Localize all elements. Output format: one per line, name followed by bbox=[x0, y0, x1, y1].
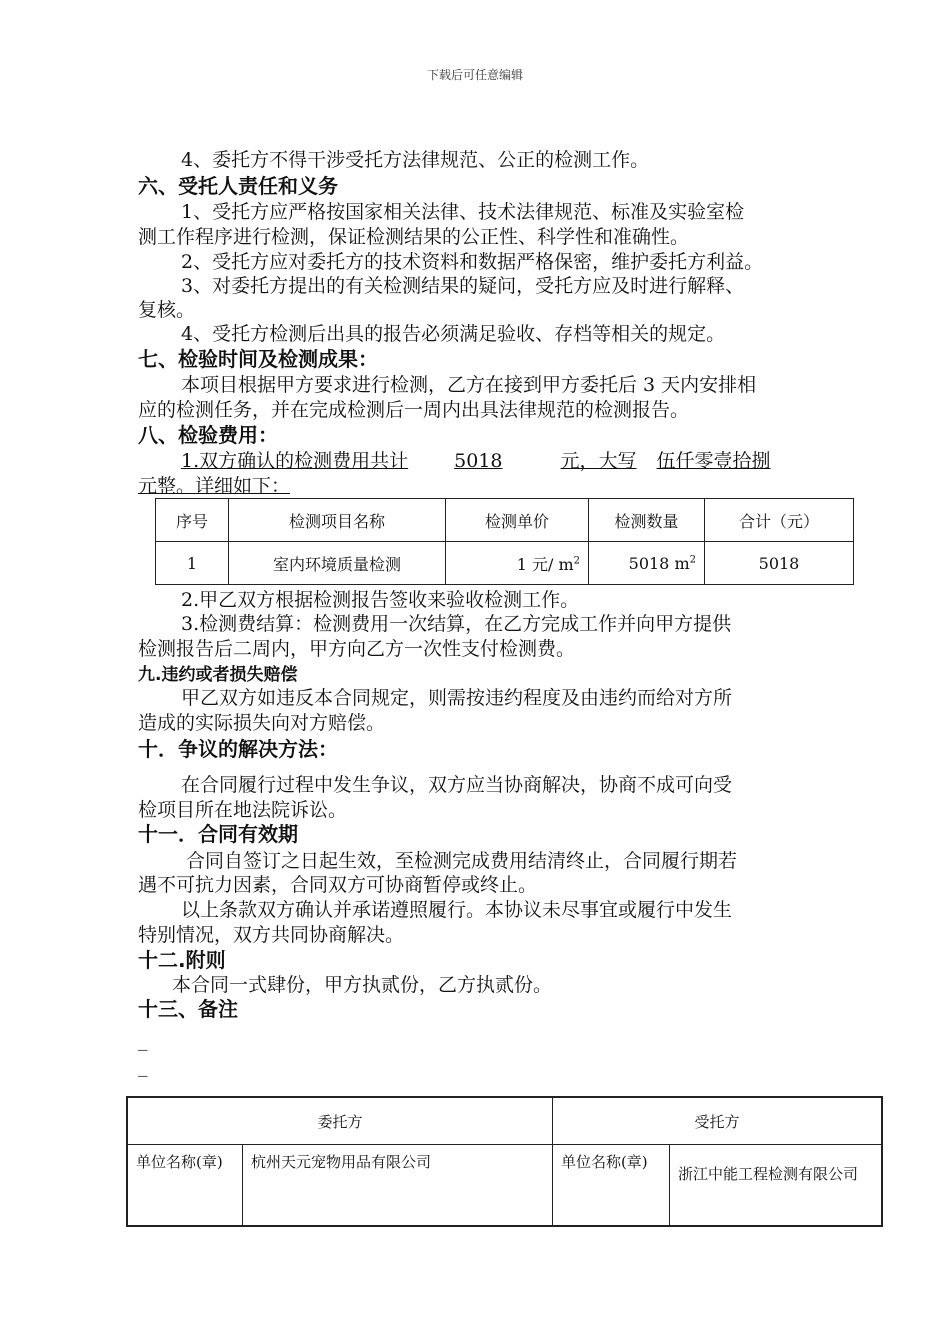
fee-header-item: 检测项目名称 bbox=[229, 499, 446, 542]
fee-price-value: 1 元/ m bbox=[516, 554, 574, 574]
fee-header-no: 序号 bbox=[156, 499, 229, 542]
clause-12: 本合同一式肆份，甲方执贰份，乙方执贰份。 bbox=[172, 974, 553, 996]
remark-dash-2: _ bbox=[138, 1055, 148, 1077]
contractor-unit-name: 浙江中能工程检测有限公司 bbox=[669, 1145, 882, 1227]
table-row bbox=[156, 542, 854, 585]
clause-6-3b: 复核。 bbox=[138, 299, 196, 321]
section-13-heading: 十三、备注 bbox=[138, 997, 238, 1021]
fee-header-price: 检测单价 bbox=[446, 499, 589, 542]
fee-total-prefix: 1.双方确认的检测费用共计 bbox=[181, 450, 409, 472]
fee-total-mid: 元，大写 bbox=[560, 450, 637, 472]
fee-cell-price bbox=[446, 542, 589, 585]
fee-header-qty: 检测数量 bbox=[589, 499, 705, 542]
fee-cell-item: 室内环境质量检测 bbox=[229, 542, 446, 585]
fee-total-amount: 5018 bbox=[454, 450, 503, 472]
fee-price-sup: 2 bbox=[573, 555, 580, 567]
clause-8-1b: 元整。详细如下： bbox=[138, 475, 291, 497]
section-7-heading: 七、检验时间及检测成果： bbox=[138, 347, 378, 371]
fee-header-total: 合计（元） bbox=[705, 499, 854, 542]
clause-6-4: 4、受托方检测后出具的报告必须满足验收、存档等相关的规定。 bbox=[181, 323, 726, 345]
signature-table bbox=[126, 1096, 883, 1227]
fee-cell-no: 1 bbox=[156, 542, 229, 585]
fee-total-words: 伍仟零壹拾捌 bbox=[656, 450, 771, 472]
signature-header-row bbox=[127, 1097, 882, 1145]
clause-7a: 本项目根据甲方要求进行检测，乙方在接到甲方委托后 3 天内安排相 bbox=[181, 374, 757, 396]
clause-6-1a: 1、受托方应严格按国家相关法律、技术法律规范、标准及实验室检 bbox=[181, 201, 745, 223]
clause-9b: 造成的实际损失向对方赔偿。 bbox=[138, 712, 386, 734]
remark-dash-1: _ bbox=[138, 1029, 148, 1051]
section-10-heading: 十．争议的解决方法： bbox=[138, 737, 338, 761]
clause-6-1b: 测工作程序进行检测，保证检测结果的公正性、科学性和准确性。 bbox=[138, 226, 690, 248]
clause-5-4: 4、委托方不得干涉受托方法律规范、公正的检测工作。 bbox=[181, 149, 650, 171]
section-6-heading: 六、受托人责任和义务 bbox=[138, 174, 338, 198]
clause-10a: 在合同履行过程中发生争议，双方应当协商解决，协商不成可向受 bbox=[181, 774, 733, 796]
fee-qty-sup: 2 bbox=[689, 554, 696, 566]
clause-8-3b: 检测报告后二周内，甲方向乙方一次性支付检测费。 bbox=[138, 638, 576, 660]
contractor-unit-label: 单位名称(章) bbox=[552, 1145, 669, 1227]
section-11-heading: 十一．合同有效期 bbox=[138, 822, 298, 846]
client-unit-name: 杭州天元宠物用品有限公司 bbox=[243, 1145, 553, 1227]
fee-qty-value: 5018 m bbox=[628, 553, 690, 573]
clause-6-2: 2、受托方应对委托方的技术资料和数据严格保密，维护委托方利益。 bbox=[181, 251, 764, 273]
clause-11a: 合同自签订之日起生效，至检测完成费用结清终止，合同履行期若 bbox=[186, 850, 738, 872]
clause-10b: 检项目所在地法院诉讼。 bbox=[138, 799, 348, 821]
fee-table-header-row bbox=[156, 499, 854, 542]
clause-8-2: 2.甲乙双方根据检测报告签收来验收检测工作。 bbox=[181, 589, 580, 611]
clause-11d: 特别情况，双方共同协商解决。 bbox=[138, 924, 405, 946]
clause-11b: 遇不可抗力因素，合同双方可协商暂停或终止。 bbox=[138, 874, 538, 896]
clause-7b: 应的检测任务，并在完成检测后一周内出具法律规范的检测报告。 bbox=[138, 399, 690, 421]
clause-8-1a bbox=[181, 449, 771, 473]
contractor-heading: 受托方 bbox=[552, 1097, 882, 1145]
clause-9a: 甲乙双方如违反本合同规定，则需按违约程度及由违约而给对方所 bbox=[181, 687, 733, 709]
section-8-heading: 八、检验费用： bbox=[138, 423, 278, 447]
fee-table bbox=[155, 498, 854, 585]
client-heading: 委托方 bbox=[127, 1097, 552, 1145]
clause-8-3a: 3.检测费结算：检测费用一次结算，在乙方完成工作并向甲方提供 bbox=[181, 613, 732, 635]
clause-6-3a: 3、对委托方提出的有关检测结果的疑问，受托方应及时进行解释、 bbox=[181, 275, 745, 297]
client-unit-label: 单位名称(章) bbox=[127, 1145, 243, 1227]
page-header: 下载后可任意编辑 bbox=[426, 68, 523, 82]
fee-cell-total: 5018 bbox=[705, 542, 854, 585]
fee-cell-qty bbox=[589, 542, 705, 585]
section-12-heading: 十二.附则 bbox=[138, 948, 226, 972]
section-9-heading: 九.违约或者损失赔偿 bbox=[138, 665, 298, 685]
clause-11c: 以上条款双方确认并承诺遵照履行。本协议未尽事宜或履行中发生 bbox=[181, 899, 733, 921]
table-row bbox=[127, 1145, 882, 1227]
